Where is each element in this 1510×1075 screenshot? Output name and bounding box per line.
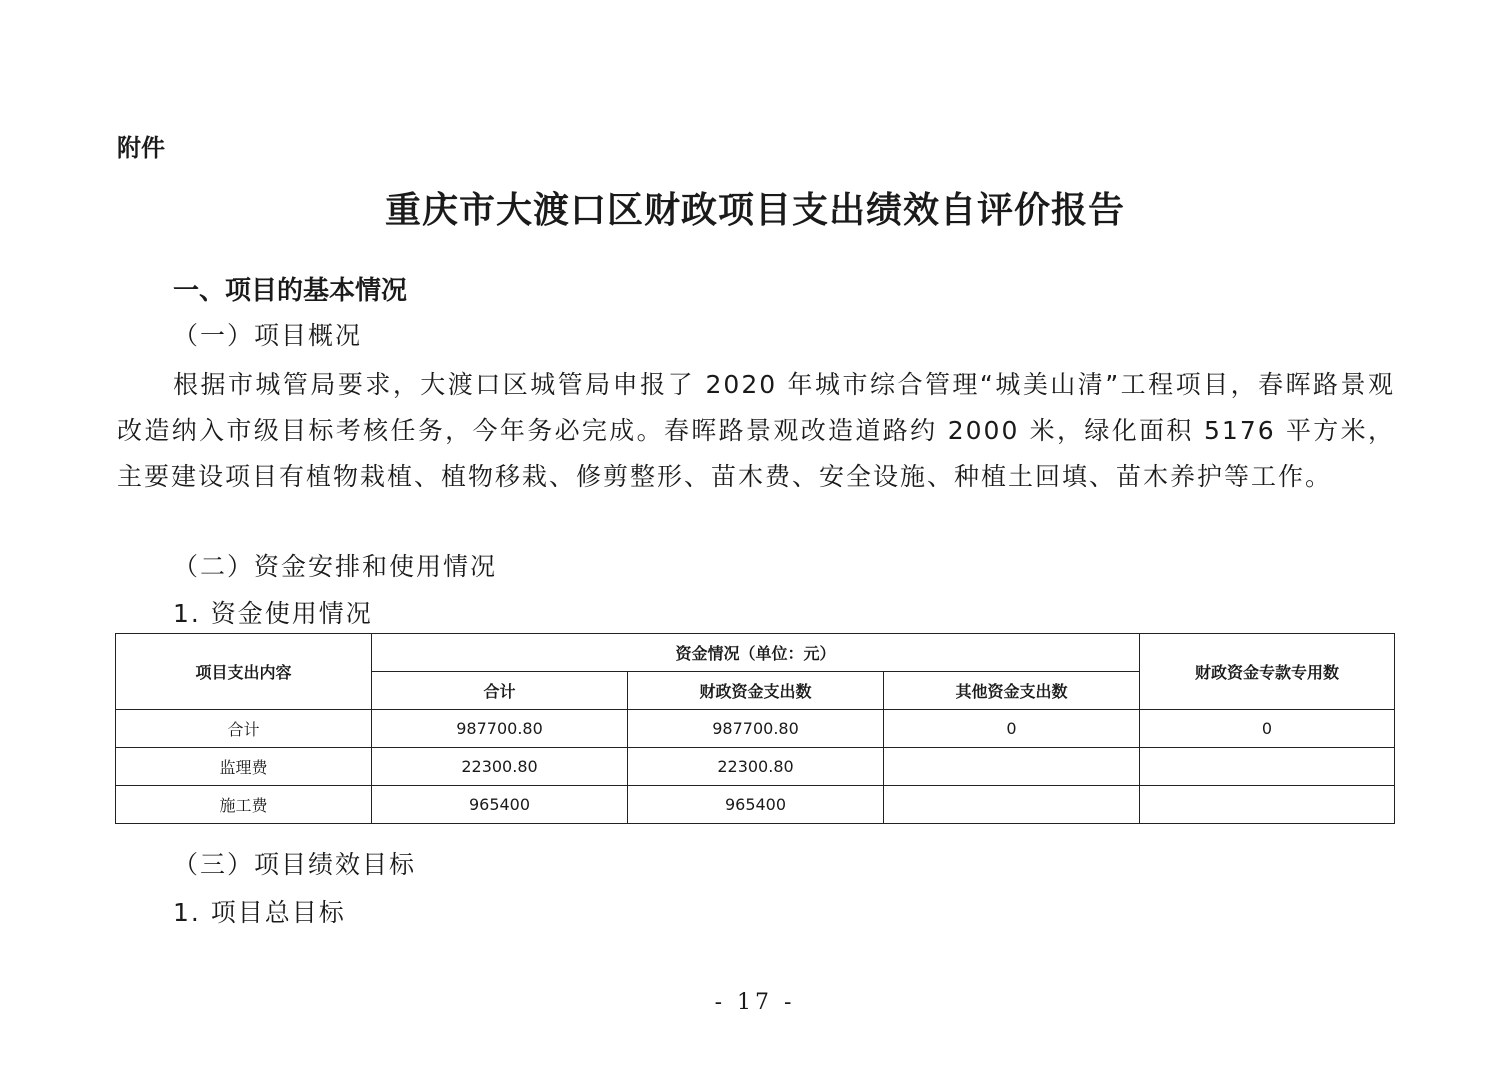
cell-other bbox=[884, 786, 1140, 824]
header-fund-group: 资金情况（单位：元） bbox=[372, 634, 1140, 672]
cell-special bbox=[1140, 748, 1395, 786]
cell-item: 施工费 bbox=[116, 786, 372, 824]
page-number: - 17 - bbox=[714, 990, 796, 1015]
fund-usage-table bbox=[115, 633, 1395, 824]
header-special: 财政资金专款专用数 bbox=[1140, 634, 1395, 710]
item-heading-fund-usage: 1. 资金使用情况 bbox=[173, 599, 373, 628]
cell-other bbox=[884, 748, 1140, 786]
table-row bbox=[116, 710, 1395, 748]
subsection-heading-performance-goals: （三）项目绩效目标 bbox=[173, 850, 417, 879]
cell-total: 22300.80 bbox=[372, 748, 628, 786]
cell-item: 监理费 bbox=[116, 748, 372, 786]
section-heading-basic-info: 一、项目的基本情况 bbox=[173, 276, 408, 306]
header-fiscal: 财政资金支出数 bbox=[628, 672, 884, 710]
subsection-heading-funding: （二）资金安排和使用情况 bbox=[173, 552, 498, 581]
cell-item: 合计 bbox=[116, 710, 372, 748]
subsection-heading-overview: （一）项目概况 bbox=[173, 321, 363, 350]
cell-special: 0 bbox=[1140, 710, 1395, 748]
item-heading-overall-goal: 1. 项目总目标 bbox=[173, 898, 346, 927]
cell-special bbox=[1140, 786, 1395, 824]
header-item: 项目支出内容 bbox=[116, 634, 372, 710]
cell-other: 0 bbox=[884, 710, 1140, 748]
page-title: 重庆市大渡口区财政项目支出绩效自评价报告 bbox=[384, 189, 1125, 231]
cell-fiscal: 965400 bbox=[628, 786, 884, 824]
table-row bbox=[116, 748, 1395, 786]
overview-paragraph: 根据市城管局要求，大渡口区城管局申报了 2020 年城市综合管理“城美山清”工程项目，春晖路景观改造纳入市级目标考核任务，今年务必完成。春晖路景观改造道路约 2000 米，绿化面积 5176 平方米，主要建设项目有植物栽植、植物移栽、修剪整形、苗木费、安全设施、种植土回填、苗木养护等工作。 bbox=[117, 370, 1395, 491]
header-total: 合计 bbox=[372, 672, 628, 710]
cell-fiscal: 987700.80 bbox=[628, 710, 884, 748]
header-other: 其他资金支出数 bbox=[884, 672, 1140, 710]
table-header-row bbox=[116, 634, 1395, 672]
cell-fiscal: 22300.80 bbox=[628, 748, 884, 786]
cell-total: 987700.80 bbox=[372, 710, 628, 748]
cell-total: 965400 bbox=[372, 786, 628, 824]
table-row bbox=[116, 786, 1395, 824]
attachment-label: 附件 bbox=[117, 134, 165, 162]
